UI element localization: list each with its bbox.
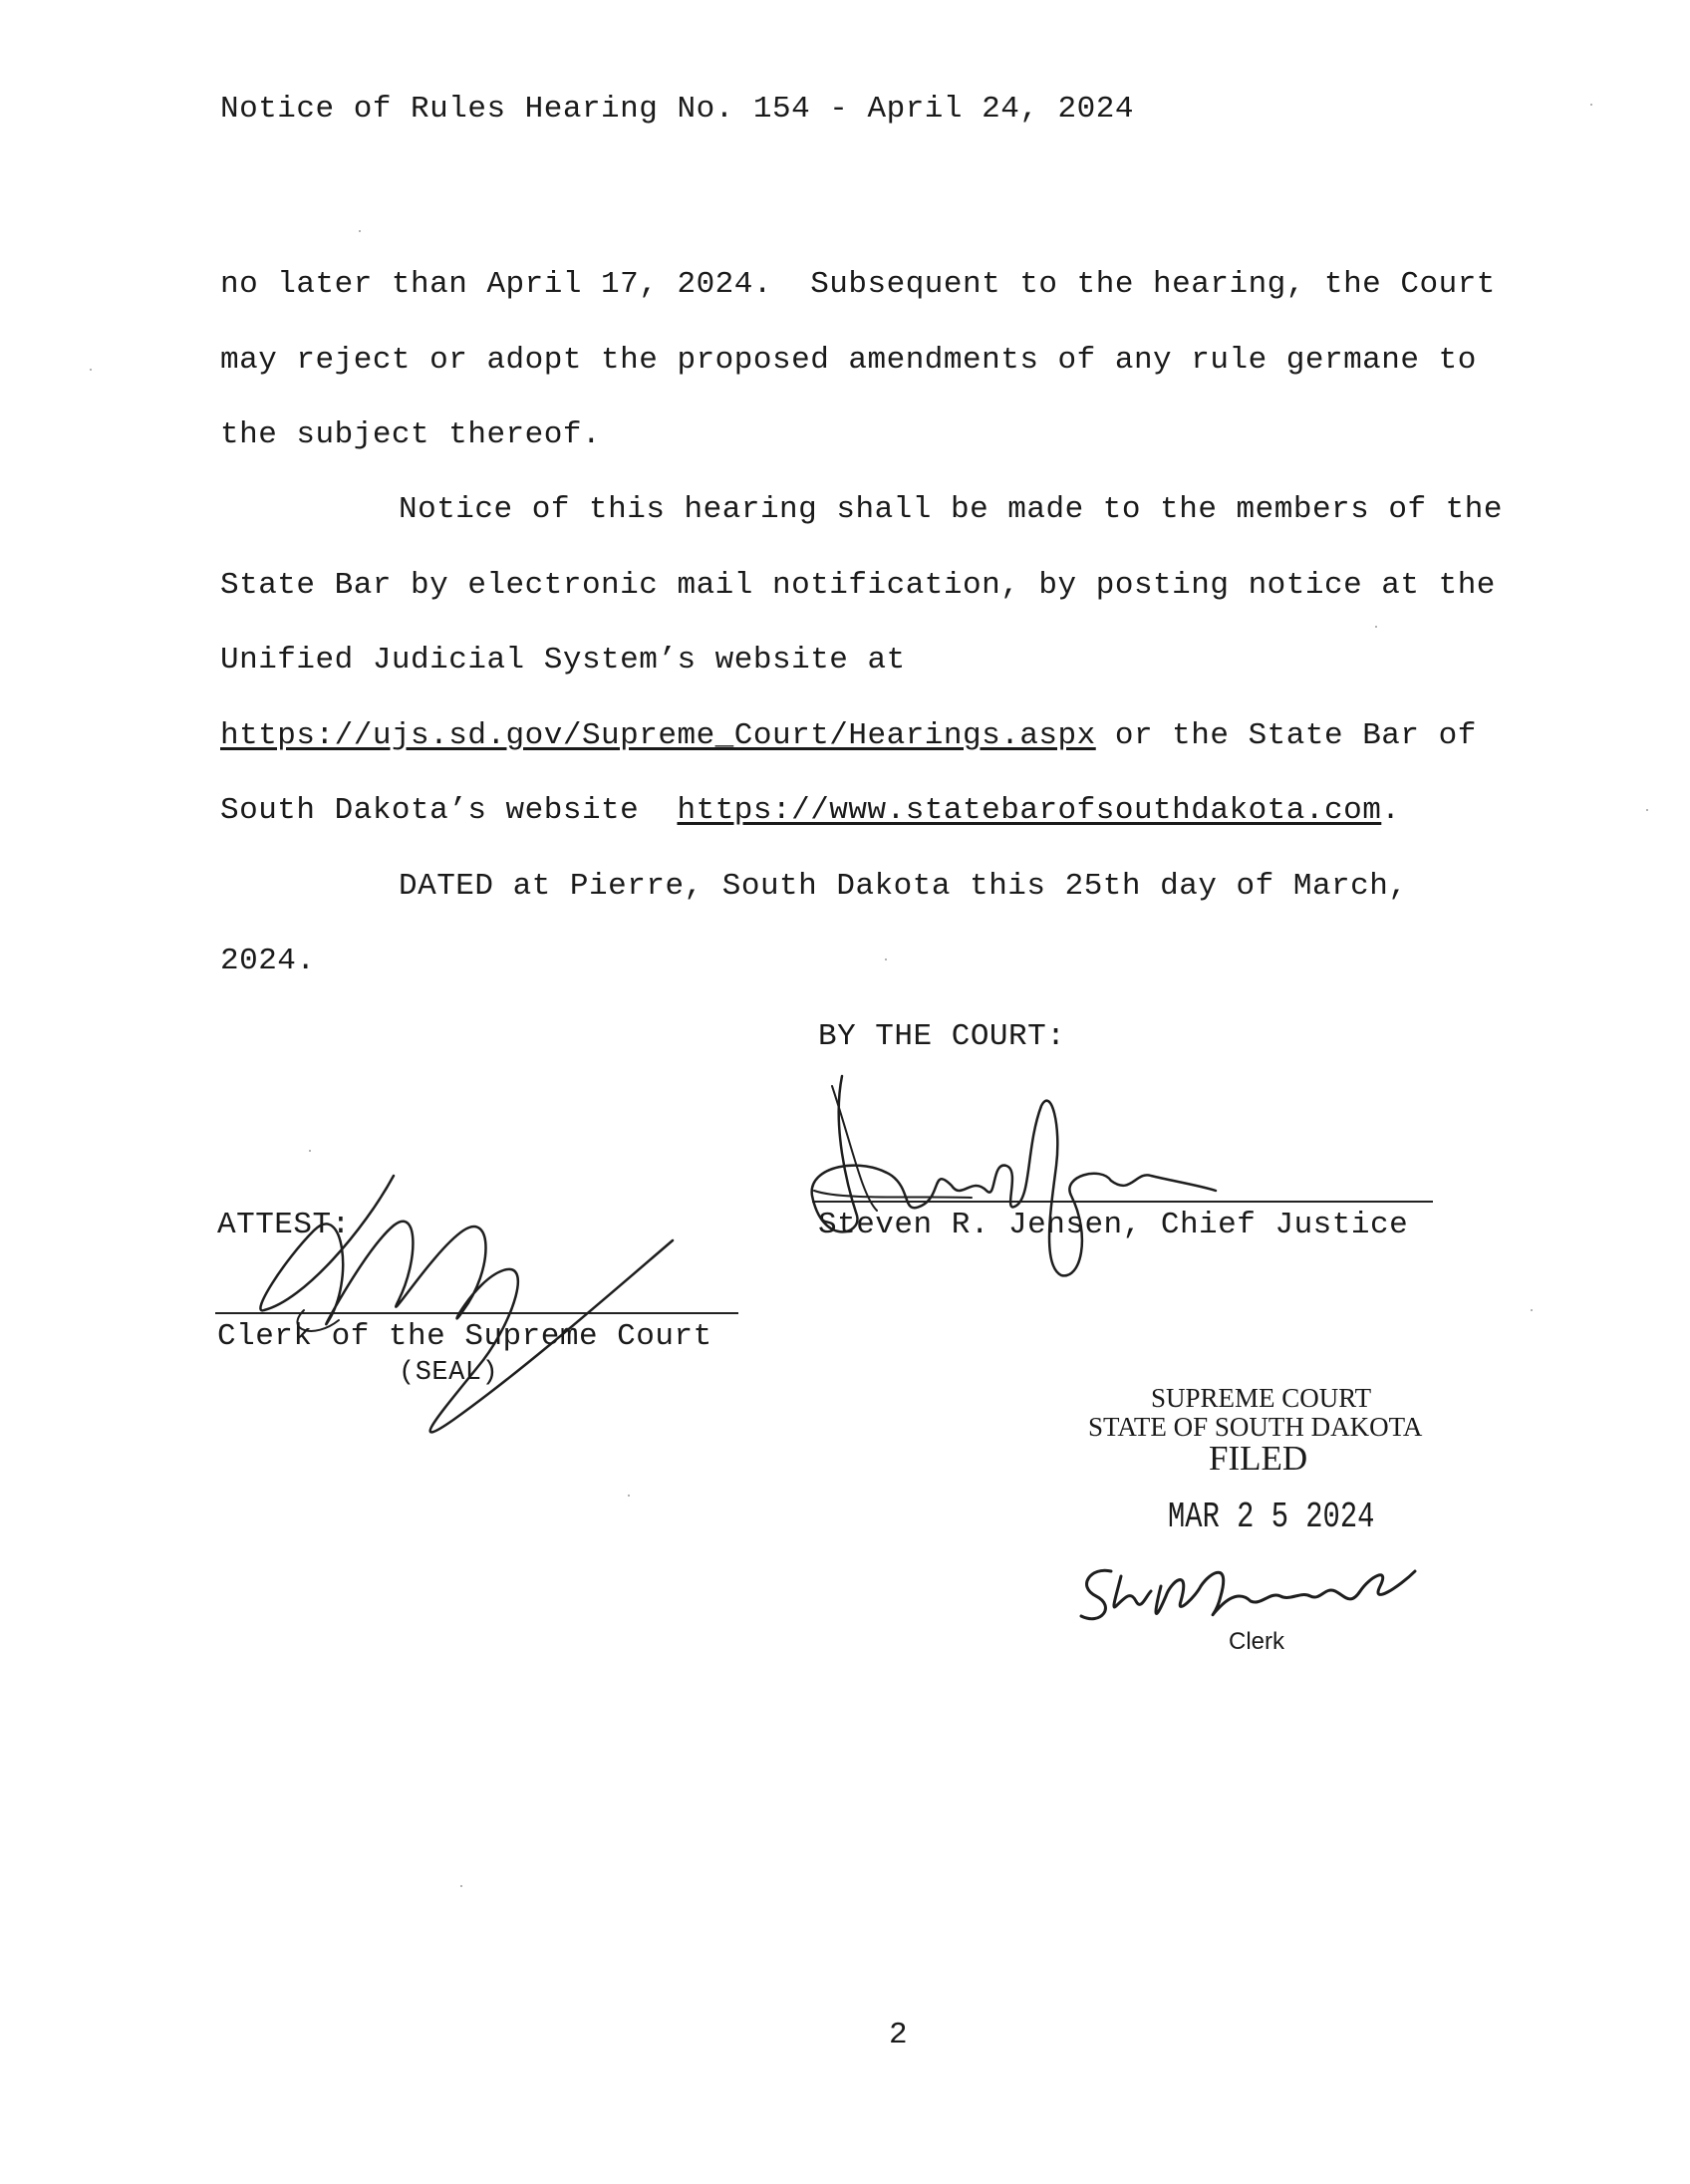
- state-bar-link[interactable]: https://www.statebarofsouthdakota.com: [677, 793, 1382, 828]
- dated-line: DATED at Pierre, South Dakota this 25th day of March,: [399, 869, 1408, 904]
- filed-stamp-line: STATE OF SOUTH DAKOTA: [1088, 1412, 1423, 1442]
- scan-speck: [90, 369, 92, 371]
- scan-speck: [309, 1150, 311, 1152]
- scan-speck: [1646, 809, 1648, 811]
- scan-speck: [1590, 104, 1592, 106]
- attest-label: ATTEST:: [217, 1208, 351, 1242]
- justice-signature: [802, 1066, 1221, 1285]
- body-line: no later than April 17, 2024. Subsequent to the hearing, the Court: [220, 267, 1496, 302]
- body-line: Notice of this hearing shall be made to the members of the: [399, 492, 1503, 527]
- scan-speck: [885, 958, 887, 960]
- seal-label: (SEAL): [399, 1358, 499, 1388]
- filed-stamp-filed: FILED: [1209, 1439, 1308, 1478]
- body-text: .: [1381, 793, 1401, 828]
- body-line: Unified Judicial System’s website at: [220, 643, 906, 678]
- dated-year: 2024.: [220, 944, 316, 978]
- filed-stamp-date: MAR 2 5 2024: [1168, 1497, 1375, 1537]
- ujs-hearings-link[interactable]: https://ujs.sd.gov/Supreme_Court/Hearings.aspx: [220, 718, 1096, 753]
- clerk-title: Clerk of the Supreme Court: [217, 1319, 712, 1354]
- body-line: [220, 793, 1400, 828]
- by-the-court-label: BY THE COURT:: [818, 1019, 1066, 1054]
- filed-stamp-line: SUPREME COURT: [1151, 1383, 1372, 1413]
- body-text: South Dakota’s website: [220, 793, 678, 828]
- body-line: State Bar by electronic mail notification, by posting notice at the: [220, 568, 1496, 603]
- filed-stamp-clerk-label: Clerk: [1229, 1628, 1285, 1655]
- justice-name: Steven R. Jensen, Chief Justice: [818, 1208, 1409, 1242]
- body-text: or the State Bar of: [1095, 718, 1477, 753]
- scan-speck: [1531, 1309, 1533, 1311]
- running-header: Notice of Rules Hearing No. 154 - April 24, 2024: [220, 92, 1134, 127]
- body-line: [220, 718, 1477, 753]
- scan-speck: [359, 230, 361, 232]
- scan-speck: [1375, 626, 1377, 628]
- page-number: 2: [889, 2018, 909, 2052]
- body-line: may reject or adopt the proposed amendments of any rule germane to: [220, 343, 1477, 378]
- scan-speck: [460, 1885, 462, 1887]
- filing-clerk-signature: [1071, 1556, 1430, 1636]
- scan-speck: [628, 1495, 630, 1497]
- body-line: the subject thereof.: [220, 417, 602, 452]
